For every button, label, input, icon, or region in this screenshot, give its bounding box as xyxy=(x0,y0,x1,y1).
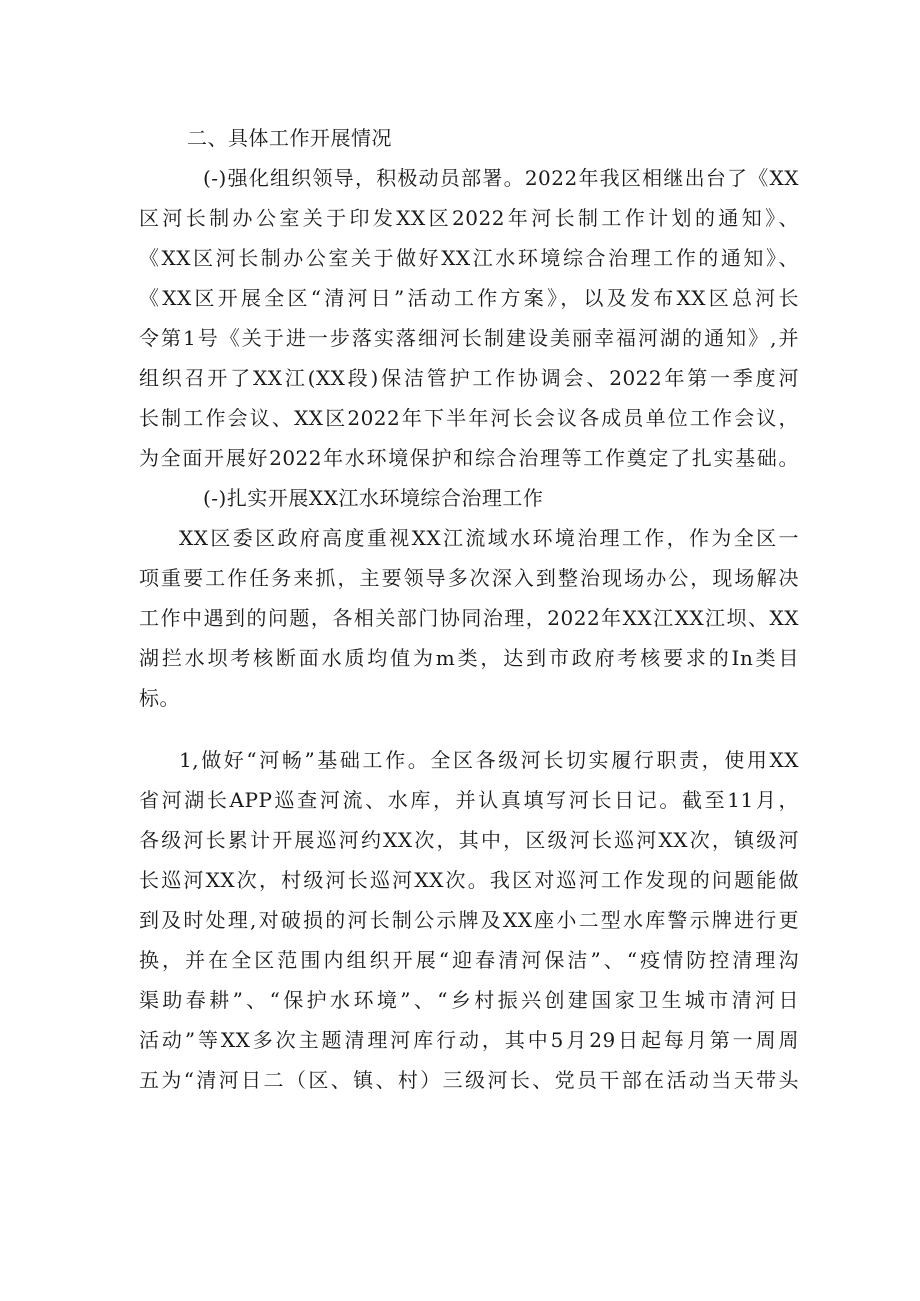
paragraph-line: 各级河长累计开展巡河约XX次，其中，区级河长巡河XX次，镇级河 xyxy=(139,828,799,852)
paragraph-line: 组织召开了XX江(XX段)保洁管护工作协调会、2022年第一季度河 xyxy=(139,366,799,390)
paragraph-line: 渠助春耕”、“保护水环境”、“乡村振兴创建国家卫生城市清河日 xyxy=(139,988,799,1012)
paragraph-line: 1,做好“河畅”基础工作。全区各级河长切实履行职责，使用XX xyxy=(179,748,799,772)
paragraph-line: 工作中遇到的问题，各相关部门协同治理，2022年XX江XX江坝、XX xyxy=(139,606,799,630)
paragraph-line: 到及时处理,对破损的河长制公示牌及XX座小二型水库警示牌进行更 xyxy=(139,908,799,932)
paragraph-line: 湖拦水坝考核断面水质均值为m类，达到市政府考核要求的In类目 xyxy=(139,646,799,670)
paragraph-line: 区河长制办公室关于印发XX区2022年河长制工作计划的通知》、 xyxy=(139,206,799,230)
paragraph-line: 换，并在全区范围内组织开展“迎春清河保洁”、“疫情防控清理沟 xyxy=(139,948,799,972)
paragraph-line: 五为“清河日二（区、镇、村）三级河长、党员干部在活动当天带头 xyxy=(139,1068,799,1092)
paragraph-line: 为全面开展好2022年水环境保护和综合治理等工作奠定了扎实基础。 xyxy=(139,446,799,470)
paragraph-line: 活动”等XX多次主题清理河库行动，其中5月29日起每月第一周周 xyxy=(139,1028,799,1052)
subsection-heading: (-)扎实开展XX江水环境综合治理工作 xyxy=(203,486,544,510)
paragraph-line: 项重要工作任务来抓，主要领导多次深入到整治现场办公，现场解决 xyxy=(139,566,799,590)
paragraph-line: XX区委区政府高度重视XX江流域水环境治理工作，作为全区一 xyxy=(179,526,799,550)
paragraph-line: 令第1号《关于进一步落实落细河长制建设美丽幸福河湖的通知》,并 xyxy=(139,326,799,350)
paragraph-line: 《XX区河长制办公室关于做好XX江水环境综合治理工作的通知》、 xyxy=(139,246,799,270)
paragraph-line: 标。 xyxy=(139,686,180,710)
section-heading: 二、具体工作开展情况 xyxy=(187,126,392,150)
paragraph-line: 长制工作会议、XX区2022年下半年河长会议各成员单位工作会议， xyxy=(139,406,799,430)
paragraph-line: 省河湖长APP巡查河流、水库，并认真填写河长日记。截至11月， xyxy=(139,788,799,812)
paragraph-line: 《XX区开展全区“清河日”活动工作方案》，以及发布XX区总河长 xyxy=(139,286,799,310)
paragraph-line: (-)强化组织领导，积极动员部署。2022年我区相继出台了《XX xyxy=(203,166,799,190)
paragraph-line: 长巡河XX次，村级河长巡河XX次。我区对巡河工作发现的问题能做 xyxy=(139,868,799,892)
